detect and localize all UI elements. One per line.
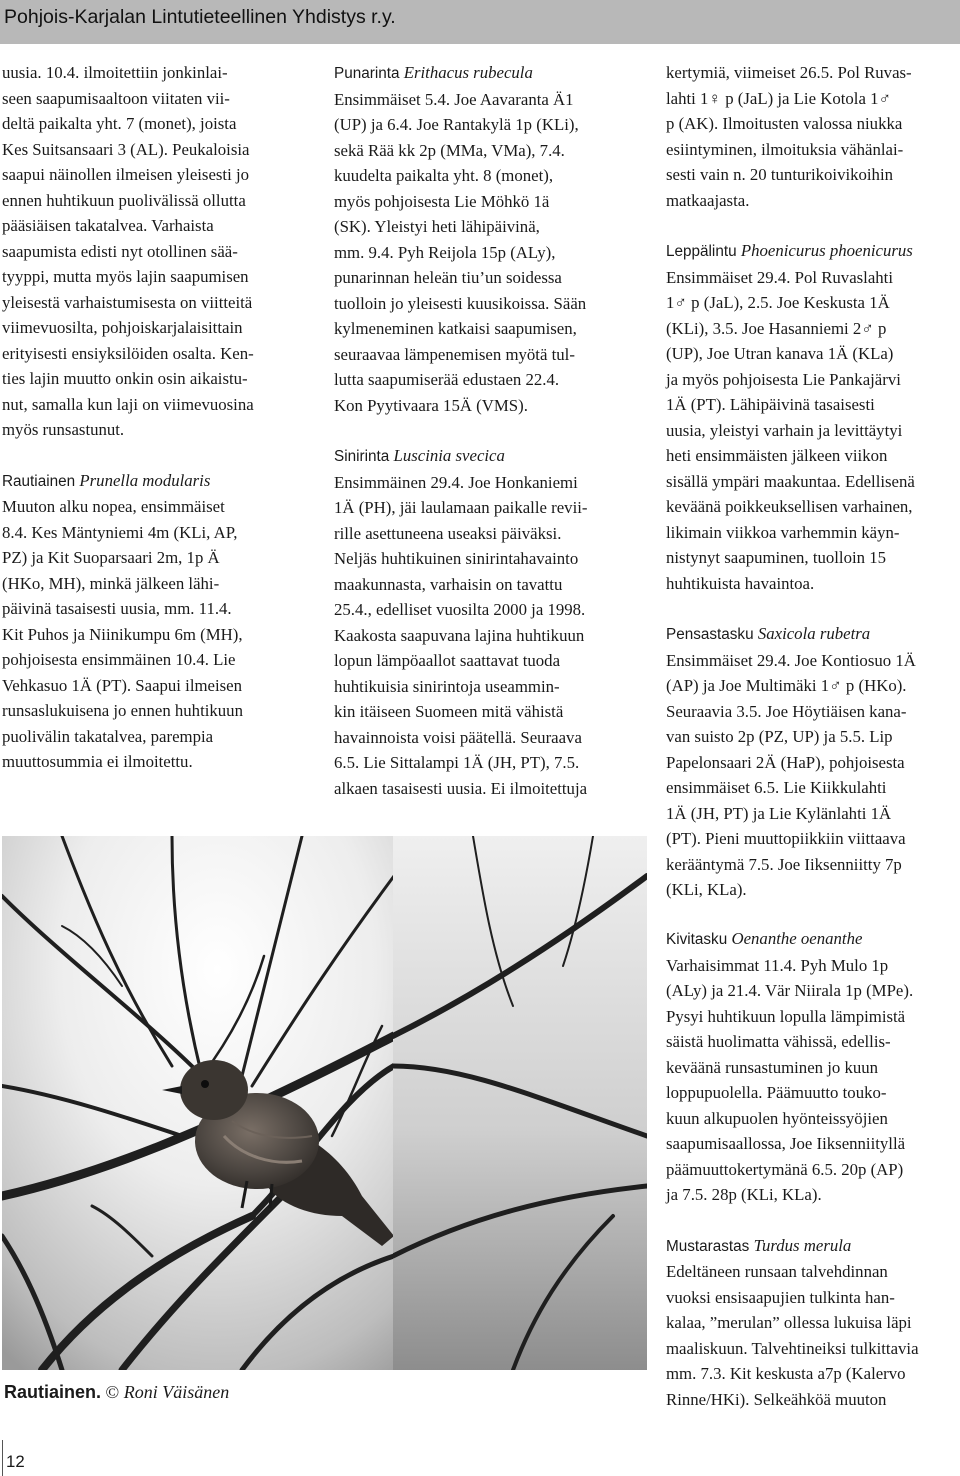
species-name: Leppälintu: [666, 243, 737, 260]
publication-title: Pohjois-Karjalan Lintutieteellinen Yhdistys r.y.: [4, 6, 396, 28]
column-1: [2, 60, 302, 775]
page-number-rule: [2, 1440, 3, 1476]
species-name: Pensastasku: [666, 626, 754, 643]
section-heading-pensastasku: [666, 621, 960, 648]
peukaloinen-continuation: uusia. 10.4. ilmoitettiin jonkinlai- seen saapumisaaltoon viitaten vii- deltä paikalta yht. 7 (monet), joista Kes Suitsansaari 3 (AL). Peukaloisia saapui näinollen ilmeisen yleisesti jo ennen huhtikuun puolivälissä ollutta pääsiäisen takatalvea. Varhaista saapumista edisti nyt otollinen sää- tyyppi, mutta myös lajin saapumisen yleisestä varhaistumisesta on viitteitä viimevuosilta, pohjoiskarjalaisittain erityisesti ensiyksilöiden osalta. Ken- ties lajin muutto onkin osin aikaistu- nut, samalla kun laji on viimevuosina myös runsastunut.: [2, 63, 254, 439]
latin-name: Luscinia svecica: [393, 446, 505, 465]
leppalintu-text: Ensimmäiset 29.4. Pol Ruvaslahti 1♂ p (JaL), 2.5. Joe Keskusta 1Ä (KLi), 3.5. Joe Hasanniemi 2♂ p (UP), Joe Utran kanava 1Ä (KLa) ja myös pohjoisesta Lie Pankajärvi 1Ä (PT). Lähipäivinä tasaisesti uusia, yleistyi varhain ja levittäytyi heti ensimmäisten jälkeen viikon sisällä ympäri maakuntaa. Edellisenä keväänä poikkeuksellisen varhainen, likimain viikkoa varhemmin käyn- nistynyt saapuminen, tuolloin 15 huhtikuista havaintoa.: [666, 267, 915, 593]
caption-species: Rautiainen.: [4, 1382, 102, 1402]
latin-name: Erithacus rubecula: [403, 63, 533, 82]
section-heading-punarinta: [334, 60, 632, 87]
punarinta-text: Ensimmäiset 5.4. Joe Aavaranta Ä1 (UP) ja 6.4. Joe Rantakylä 1p (KLi), sekä Rää kk 2p (MMa, VMa), 7.4. kuudelta paikalta yht. 8 (monet), myös pohjoisesta Lie Möhkö 1ä (SK). Yleistyi heti lähipäivinä, mm. 9.4. Pyh Reijola 15p (ALy), punarinnan heleän tiu’un soidessa tuolloin jo yleisesti kuusikoissa. Sään kylmeneminen katkaisi saapumisen, seuraavaa lämpenemisen myötä tul- lutta saapumiserää edustaen 22.4. Kon Pyytivaara 15Ä (VMS).: [334, 89, 587, 415]
species-name: Sinirinta: [334, 448, 390, 465]
photographer: Roni Väisänen: [123, 1382, 230, 1402]
column-2: [334, 60, 632, 801]
mustarastas-text: Edeltäneen runsaan talvehdinnan vuoksi ensisaapujien tulkinta han- kalaa, ”merulan” ollessa lukuisa läpi maaliskuun. Talvehtineiksi tulkittavia mm. 7.3. Kit keskusta a7p (Kalervo Rinne/HKi). Selkeähköä muuton: [666, 1262, 919, 1409]
column-3-lower: [666, 926, 960, 1412]
section-heading-mustarastas: [666, 1233, 960, 1260]
photo-caption: [4, 1382, 229, 1403]
latin-name: Turdus merula: [753, 1235, 852, 1255]
pensastasku-text: Ensimmäiset 29.4. Joe Kontiosuo 1Ä (AP) ja Joe Multimäki 1♂ p (HKo). Seuraavia 3.5. Joe Höytiäisen kana- van suisto 2p (PZ, UP) ja 5.5. Lip Papelonsaari 2Ä (HaP), pohjoisesta ensimmäiset 6.5. Lie Kiikkulahti 1Ä (JH, PT) ja Lie Kylänlahti 1Ä (PT). Pieni muuttopiikkiin viittaava kerääntymä 7.5. Joe Iiksenniitty 7p (KLi, KLa).: [666, 650, 916, 899]
species-name: Mustarastas: [666, 1237, 750, 1255]
latin-name: Phoenicurus phoenicurus: [740, 241, 913, 260]
section-heading-leppalintu: [666, 238, 960, 265]
photo-right-strip: [393, 836, 647, 1370]
column-3: [666, 60, 960, 903]
species-name: Kivitasku: [666, 931, 728, 948]
section-heading-rautiainen: [2, 468, 302, 495]
copyright-symbol: ©: [105, 1382, 120, 1402]
species-name: Rautiainen: [2, 472, 76, 490]
section-heading-kivitasku: [666, 926, 960, 953]
species-name: Punarinta: [334, 65, 400, 82]
sinirinta-text: Ensimmäinen 29.4. Joe Honkaniemi 1Ä (PH), jäi laulamaan paikalle revii- rille asettuneena useaksi päiväksi. Neljäs huhtikuinen sinirintahavainto maakunnasta, varhaisin on tavattu 25.4., edelliset vuosilta 2000 ja 1998. Kaakosta saapuvana lajina huhtikuun lopun lämpöaallot saattavat tuoda huhtikuisia sinirintoja useammin- kin itäiseen Suomeen mitä vähistä havainnoista voisi päätellä. Seuraava 6.5. Lie Sittalampi 1Ä (JH, PT), 7.5. alkaen tasaisesti uusia. Ei ilmoitettuja: [334, 472, 588, 798]
latin-name: Saxicola rubetra: [757, 624, 871, 643]
latin-name: Prunella modularis: [79, 470, 211, 490]
bird-photo: [2, 836, 394, 1370]
branch-detail: [393, 836, 647, 1370]
dunnock-illustration: [2, 836, 394, 1370]
rautiainen-text: Muuton alku nopea, ensimmäiset 8.4. Kes Mäntyniemi 4m (KLi, AP, PZ) ja Kit Suoparsaari 2m, 1p Ä (HKo, MH), minkä jälkeen lähi- päivinä tasaisesti uusia, mm. 11.4. Kit Puhos ja Niinikumpu 6m (MH), pohjoisesta ensimmäinen 10.4. Lie Vehkasuo 1Ä (PT). Saapui ilmeisen runsaslukuisena jo ennen huhtikuun puolivälin takatalvea, parempia muuttosummia ei ilmoitettu.: [2, 497, 243, 771]
page-header: [0, 0, 960, 44]
section-heading-sinirinta: [334, 443, 632, 470]
latin-name: Oenanthe oenanthe: [731, 929, 863, 948]
column3-continuation: kertymiä, viimeiset 26.5. Pol Ruvas- lahti 1♀ p (JaL) ja Lie Kotola 1♂ p (AK). Ilmoitusten valossa niukka esiintyminen, ilmoituksia vähänlai- sesti vain n. 20 tunturikoivikoihin matkaajasta.: [666, 63, 912, 210]
kivitasku-text: Varhaisimmat 11.4. Pyh Mulo 1p (ALy) ja 21.4. Vär Niirala 1p (MPe). Pysyi huhtikuun lopulla lämpimistä säistä huolimatta vähissä, edellis- keväänä runsastuminen jo kuun loppupuolella. Päämuutto touko- kuun alkupuolen hyönteissyöjien saapumisaallossa, Joe Iiksenniityllä päämuuttokertymänä 6.5. 20p (AP) ja 7.5. 28p (KLi, KLa).: [666, 955, 914, 1204]
page-number: 12: [6, 1452, 25, 1471]
